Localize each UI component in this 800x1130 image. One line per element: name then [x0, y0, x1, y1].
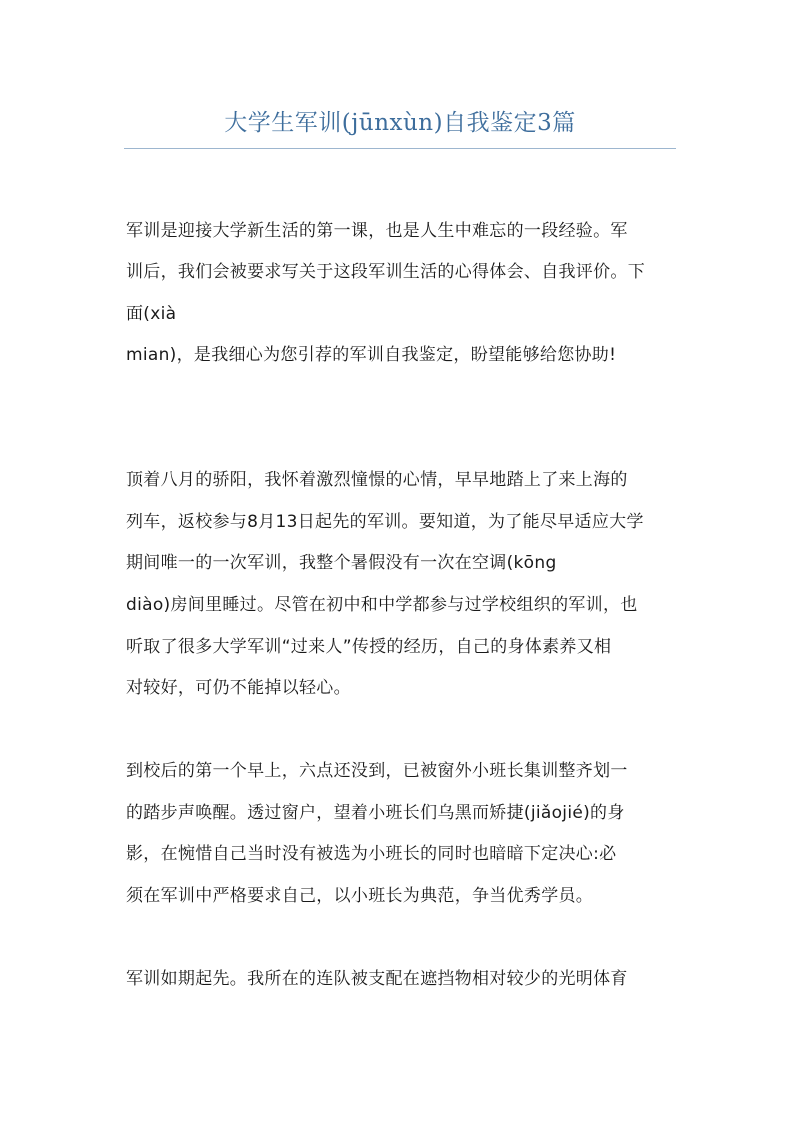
- paragraph-2-line-2: 列车，返校参与8月13日起先的军训。要知道，为了能尽早适应大学: [126, 512, 644, 532]
- paragraph-4-line-1: 军训如期起先。我所在的连队被支配在遮挡物相对较少的光明体育: [126, 969, 628, 989]
- paragraph-3-line-4: 须在军训中严格要求自己，以小班长为典范，争当优秀学员。: [126, 886, 594, 906]
- title-divider: [124, 148, 676, 149]
- paragraph-2-line-6: 对较好，可仍不能掉以轻心。: [126, 678, 351, 698]
- paragraph-1-line-2: 训后，我们会被要求写关于这段军训生活的心得体会、自我评价。下: [126, 262, 645, 282]
- paragraph-2-line-5: 听取了很多大学军训“过来人”传授的经历，自己的身体素养又相: [126, 637, 612, 657]
- paragraph-1-line-4: mian)，是我细心为您引荐的军训自我鉴定，盼望能够给您协助!: [126, 345, 617, 365]
- document-title: 大学生军训(jūnxùn)自我鉴定3篇: [224, 110, 576, 136]
- paragraph-3-line-3: 影，在惋惜自己当时没有被选为小班长的同时也暗暗下定决心:必: [126, 844, 617, 864]
- paragraph-1-line-1: 军训是迎接大学新生活的第一课，也是人生中难忘的一段经验。军: [126, 221, 628, 241]
- paragraph-1-line-3: 面(xià: [126, 304, 177, 324]
- paragraph-2-line-3: 期间唯一的一次军训，我整个暑假没有一次在空调(kōng: [126, 553, 557, 573]
- paragraph-3-line-2: 的踏步声唤醒。透过窗户，望着小班长们乌黑而矫捷(jiǎojié)的身: [126, 803, 625, 823]
- paragraph-2-line-1: 顶着八月的骄阳，我怀着激烈憧憬的心情，早早地踏上了来上海的: [126, 470, 628, 490]
- paragraph-3-line-1: 到校后的第一个早上，六点还没到，已被窗外小班长集训整齐划一: [126, 761, 628, 781]
- paragraph-2-line-4: diào)房间里睡过。尽管在初中和中学都参与过学校组织的军训，也: [126, 595, 638, 615]
